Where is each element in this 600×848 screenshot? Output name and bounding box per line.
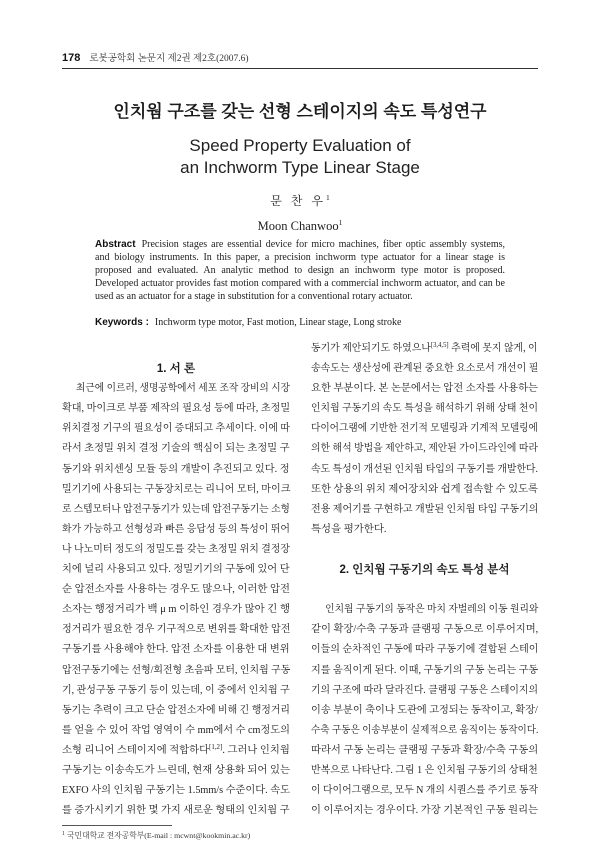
paragraph-line: 인치웜 구동기의 속도 특성을 해석하기 위해 상태 천이 [311, 403, 539, 415]
line-text: 동기가 제안되기도 하였으나 [311, 343, 431, 354]
paragraph-line: 반복으로 나타난다. 그림 1 은 인치웜 구동기의 상태천 [311, 764, 538, 776]
abstract-line: and biology instruments. In this paper, a precision inchworm type actuator for a linear stage is [95, 252, 505, 263]
header-rule [62, 68, 538, 69]
page-number: 178 [62, 52, 81, 64]
abstract-line: Developed actuator provides fast motion compared with a commercial inchworm actuator, and can be [95, 278, 505, 289]
paragraph-line: 동기는 추력이 크고 단순 압전소자에 비해 긴 행정거리 [62, 704, 291, 716]
paragraph-line: 기, 관성구동 구동기 등이 있는데, 이 중에서 인치웜 구 [62, 684, 290, 696]
keywords [95, 316, 505, 329]
footnote [62, 830, 290, 841]
line-text: . 그러나 인치웜 [222, 744, 290, 756]
paragraph-line: 소자는 행정거리가 백 μ m 이하인 경우가 많아 긴 행 [62, 604, 290, 616]
paragraph-line: 동기와 위치센싱 모듈 등의 개발이 추진되고 있다. 정 [62, 463, 290, 475]
paragraph-line: 의한 해석 방법을 제안하고, 제안된 가이드라인에 따라 [311, 443, 539, 455]
author-name: 문 찬 우 [270, 194, 327, 208]
paragraph-line: 인치웜 구동기의 동작은 마치 자벌레의 이동 원리와 [325, 604, 539, 616]
paragraph-line: 최근에 이르러, 생명공학에서 세포 조작 장비의 시장 [76, 383, 290, 395]
paragraph-line: 확대, 마이크로 부품 제작의 필요성 등에 따라, 초정밀 [62, 403, 291, 415]
line-text: 소형 리니어 스테이지에 적합하다 [62, 744, 210, 756]
section-heading: 2. 인치웜 구동기의 속도 특성 분석 [339, 564, 510, 577]
line-text: 추력에 못지 않게, 이 [448, 343, 538, 354]
paragraph-line: 이들의 순차적인 구동에 따라 구동기에 결합된 스테이 [311, 644, 539, 656]
abstract-text: Precision stages are essential device for micro machines, fiber optic assembly systems, [141, 239, 505, 250]
title-english-line: Speed Property Evaluation of [189, 136, 411, 155]
paragraph-line: 수축 구동은 이송부분이 실제적으로 움직이는 동작이다. [311, 724, 539, 736]
line-spacer [62, 339, 290, 359]
abstract-label: Abstract [95, 239, 136, 250]
author-footnote-mark: 1 [338, 218, 343, 227]
paragraph-line: 기의 구조에 따라 달라진다. 클램핑 구동은 스테이지의 [311, 684, 539, 696]
paragraph-line: 로 스텝모터나 압전구동기가 있는데 압전구동기는 소형 [62, 503, 290, 515]
footnote-text: 국민대학교 전자공학부(E-mail : mcwnt@kookmin.ac.kr) [67, 831, 251, 840]
paragraph-line: 밀기기에 사용되는 구동장치로는 리니어 모터, 마이크 [62, 483, 291, 495]
abstract-line: used as an actuator for a stage in substitution for a conventional rotary actuator. [95, 291, 413, 302]
paragraph-line: 위치결정 기구의 필요성이 증대되고 추세이다. 이에 따 [62, 423, 291, 435]
section-heading: 1. 서 론 [156, 363, 196, 376]
paragraph-line: 특성을 평가한다. [311, 523, 387, 535]
line-spacer [311, 580, 538, 600]
paragraph-line [62, 741, 288, 761]
keywords-label: Keywords : [95, 317, 149, 328]
author-footnote-mark: 1 [326, 193, 330, 202]
paragraph-line: 이 다이어그램으로, 모두 N 개의 시퀀스를 주기로 동작 [311, 785, 539, 797]
left-column [62, 339, 290, 821]
author-english [60, 217, 540, 235]
citation: [1,2] [209, 742, 223, 751]
title-korean: 인치웜 구조를 갖는 선형 스테이지의 속도 특성연구 [113, 102, 487, 121]
paragraph-line: 같이 확장/수축 구동과 클램핑 구동으로 이루어지며, [311, 624, 539, 636]
paragraph-line: 요한 부분이다. 본 논문에서는 압전 소자를 사용하는 [311, 383, 538, 395]
paragraph-line: 순 압전소자를 사용하는 경우도 많으나, 이러한 압전 [62, 584, 290, 596]
paragraph-line: 이 이루어지는 경우이다. 가장 기본적인 구동 원리는 [311, 805, 538, 817]
journal-citation: 로봇공학회 논문지 제2권 제2호(2007.6) [89, 54, 249, 64]
right-column [311, 339, 538, 821]
paragraph-line: 송속도는 생산성에 관계된 중요한 요소로서 개선이 필 [311, 363, 539, 375]
paragraph-line: 또한 상용의 위치 제어장치와 쉽게 접속할 수 있도록 [311, 483, 538, 495]
paragraph-line: EXFO 사의 인치웜 구동기는 1.5mm/s 수준이다. 속도 [62, 785, 290, 797]
abstract [95, 238, 505, 303]
author-korean [60, 193, 540, 209]
paragraph-line: 다이어그램에 기반한 전기적 모델링과 기계적 모델링에 [311, 423, 538, 435]
paragraph-line: 라서 초정밀 위치 결정 기술의 핵심이 되는 초정밀 구 [62, 443, 290, 455]
paragraph-line: 를 증가시키기 위한 몇 가지 새로운 형태의 인치웜 구 [62, 805, 290, 817]
paragraph-line: 구동기를 사용해야 한다. 압전 소자를 이용한 대 변위 [62, 644, 290, 656]
paragraph-line [311, 339, 538, 359]
paragraph-line: 화가 가능하고 선형성과 빠른 응답성 등의 특성이 뛰어 [62, 523, 291, 535]
paragraph-line: 따라서 구동 논리는 클램핑 구동과 확장/수축 구동의 [311, 744, 539, 756]
paragraph-line: 정거리가 필요한 경우 기구적으로 변위를 확대한 압전 [62, 624, 291, 636]
footnote-rule [62, 825, 172, 826]
title-english-line: an Inchworm Type Linear Stage [180, 158, 420, 177]
paragraph-line: 구동기는 이송속도가 느린데, 현재 상용화 되어 있는 [62, 764, 290, 776]
abstract-line: proposed and evaluated. An analytic method to design an inchworm type motor is proposed. [95, 265, 505, 276]
paragraph-line: 속도 특성이 개선된 인치웜 타입의 구동기를 개발한다. [311, 463, 539, 475]
author-name: Moon Chanwoo [257, 219, 339, 233]
paragraph-line: 나 나노미터 정도의 정밀도를 갖는 초정밀 위치 결정장 [62, 543, 291, 555]
citation: [3,4,5] [430, 341, 449, 349]
footnote-mark: 1 [62, 831, 65, 837]
paragraph-line: 치에 널리 사용되고 있다. 정밀기기의 구동에 있어 단 [62, 564, 290, 576]
line-spacer [311, 540, 538, 560]
paragraph-line: 지를 움직이게 된다. 이때, 구동기의 구동 논리는 구동 [311, 664, 539, 676]
paragraph-line: 이송 부분이 축이나 도관에 고정되는 동작이고, 확장/ [311, 704, 538, 716]
paragraph-line: 압전구동기에는 선형/회전형 초음파 모터, 인치웜 구동 [62, 664, 291, 676]
running-header [62, 50, 538, 64]
keywords-text: Inchworm type motor, Fast motion, Linear stage, Long stroke [154, 317, 402, 328]
paragraph-line: 전용 제어기를 구현하고 개발된 인치웜 타입 구동기의 [311, 503, 539, 515]
paragraph-line: 를 얻을 수 있어 작업 영역이 수 mm에서 수 cm정도의 [62, 724, 290, 736]
abstract-line [95, 238, 505, 251]
